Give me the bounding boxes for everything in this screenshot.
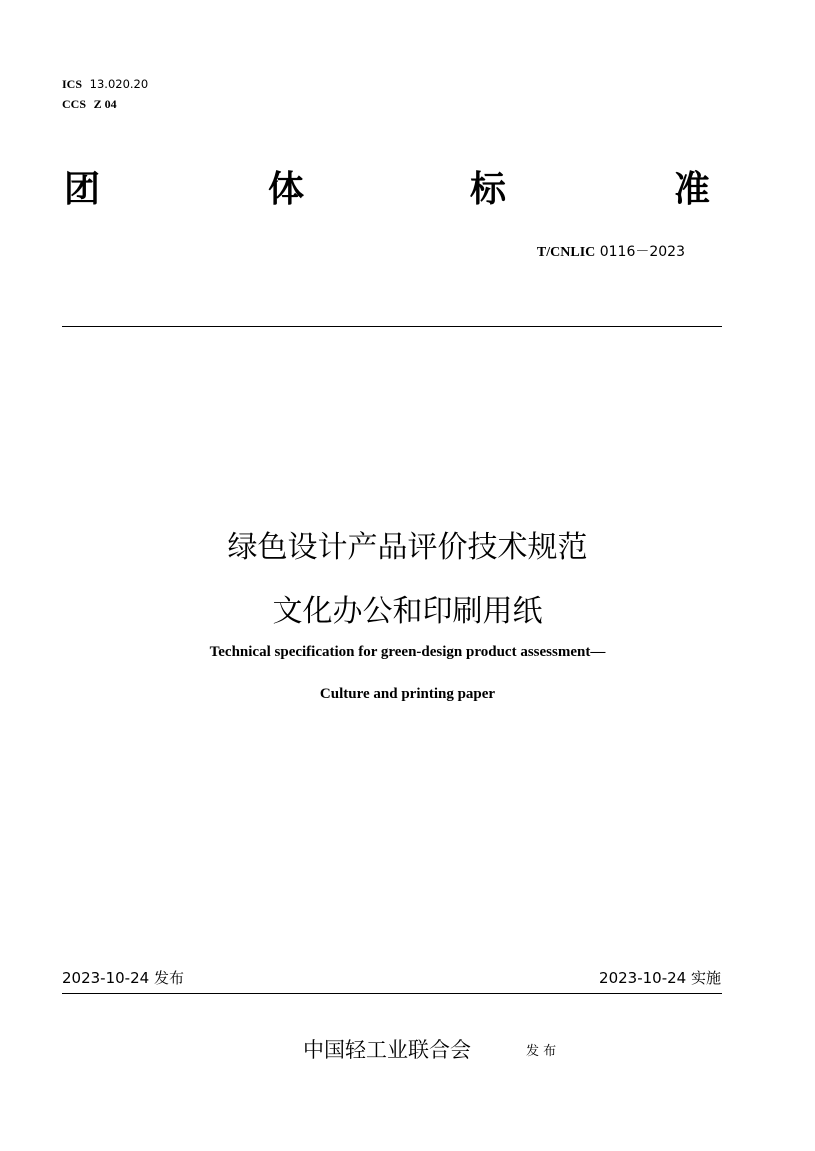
standard-code [537,241,685,261]
title-cn-line2: 文化办公和印刷用纸 [272,594,543,629]
header-char-3: 标 [470,169,507,210]
title-en-line2: Culture and printing paper [319,686,496,702]
issuing-organization: 中国轻工业联合会 [303,1038,471,1062]
header-divider [62,326,722,327]
ccs-label: CCS [62,97,87,111]
ics-label: ICS [62,77,83,91]
ccs-line [62,94,117,114]
issue-action: 发 布 [526,1044,557,1059]
header-char-4: 准 [674,169,711,210]
ccs-value: Z 04 [93,97,117,111]
footer-divider [62,993,722,994]
title-en-line1: Technical specification for green-design product assessment— [209,644,606,660]
header-char-1: 团 [64,169,101,210]
implement-date: 2023-10-24 实施 [599,969,721,987]
header-char-2: 体 [268,169,305,210]
ics-line [62,74,148,94]
publish-date: 2023-10-24 发布 [62,969,184,987]
standard-code-number: 0116－2023 [599,244,685,260]
title-cn-line1: 绿色设计产品评价技术规范 [227,530,588,565]
standard-code-prefix: T/CNLIC [536,245,596,260]
ics-value: 13.020.20 [89,77,149,91]
